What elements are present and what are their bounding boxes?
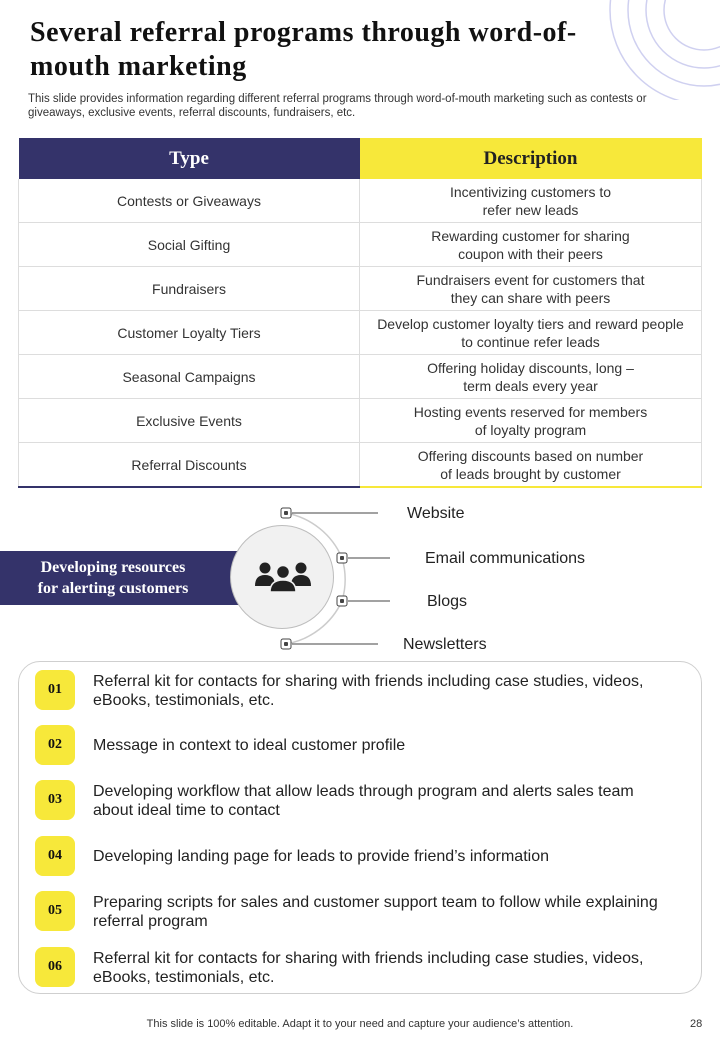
page-number: 28 bbox=[690, 1018, 703, 1030]
description-cell: Rewarding customer for sharing coupon with their peers bbox=[360, 223, 702, 267]
table-row bbox=[19, 179, 702, 223]
connector-dot bbox=[281, 639, 291, 649]
resource-website: Website bbox=[407, 505, 465, 522]
decorative-arcs bbox=[600, 0, 720, 100]
type-cell: Customer Loyalty Tiers bbox=[19, 311, 360, 355]
header-type: Type bbox=[19, 138, 360, 179]
step-text: Referral kit for contacts for sharing with friends including case studies, videos, eBooks, testimonials, etc. bbox=[93, 673, 644, 709]
resources-circle bbox=[230, 525, 334, 629]
resources-banner bbox=[0, 551, 240, 605]
footer-note: This slide is 100% editable. Adapt it to your need and capture your audience’s attention. bbox=[146, 1018, 574, 1030]
resource-newsletters: Newsletters bbox=[403, 636, 487, 653]
banner-line: Developing resources bbox=[40, 559, 186, 576]
type-cell: Exclusive Events bbox=[19, 399, 360, 443]
connector-dot bbox=[337, 553, 347, 563]
type-cell: Social Gifting bbox=[19, 223, 360, 267]
page-title: Several referral programs through word-of-mouth marketing bbox=[30, 17, 577, 82]
resource-email-communications: Email communications bbox=[425, 550, 586, 567]
step-number: 01 bbox=[35, 670, 75, 710]
table-row bbox=[19, 223, 702, 267]
step-number: 06 bbox=[35, 947, 75, 987]
table-row bbox=[19, 267, 702, 311]
referral-programs-table bbox=[18, 138, 702, 488]
step-text: Message in context to ideal customer profile bbox=[93, 737, 406, 754]
connector-dot bbox=[337, 596, 347, 606]
step-number: 02 bbox=[35, 725, 75, 765]
table-row bbox=[19, 399, 702, 443]
description-cell: Offering holiday discounts, long – term deals every year bbox=[360, 355, 702, 399]
step-number: 04 bbox=[35, 836, 75, 876]
banner-line: for alerting customers bbox=[37, 580, 189, 597]
table-header-row bbox=[19, 138, 702, 179]
step-number: 05 bbox=[35, 891, 75, 931]
type-cell: Fundraisers bbox=[19, 267, 360, 311]
type-cell: Referral Discounts bbox=[19, 443, 360, 488]
step-text: Preparing scripts for sales and customer support team to follow while explaining referral program bbox=[93, 894, 658, 930]
description-cell: Incentivizing customers to refer new leads bbox=[360, 179, 702, 223]
description-cell: Develop customer loyalty tiers and reward people to continue refer leads bbox=[360, 311, 702, 355]
resource-blogs: Blogs bbox=[427, 593, 468, 610]
page-subtitle: This slide provides information regarding different referral programs through word-of-mouth marketing such as contests or giveaways, exclusive events, referral discounts, fundraisers, etc. bbox=[28, 93, 647, 119]
step-text: Developing workflow that allow leads through program and alerts sales team about ideal time to contact bbox=[93, 783, 634, 819]
steps-panel bbox=[18, 661, 702, 994]
people-group-icon bbox=[253, 560, 313, 596]
header-description: Description bbox=[360, 138, 702, 179]
description-cell: Fundraisers event for customers that they can share with peers bbox=[360, 267, 702, 311]
table-row bbox=[19, 355, 702, 399]
table-row bbox=[19, 443, 702, 488]
step-text: Referral kit for contacts for sharing with friends including case studies, videos, eBooks, testimonials, etc. bbox=[93, 950, 644, 986]
description-cell: Hosting events reserved for members of loyalty program bbox=[360, 399, 702, 443]
step-number: 03 bbox=[35, 780, 75, 820]
step-text: Developing landing page for leads to provide friend’s information bbox=[93, 848, 549, 865]
description-cell: Offering discounts based on number of leads brought by customer bbox=[360, 443, 702, 488]
table-row bbox=[19, 311, 702, 355]
type-cell: Contests or Giveaways bbox=[19, 179, 360, 223]
type-cell: Seasonal Campaigns bbox=[19, 355, 360, 399]
connector-dot bbox=[281, 508, 291, 518]
